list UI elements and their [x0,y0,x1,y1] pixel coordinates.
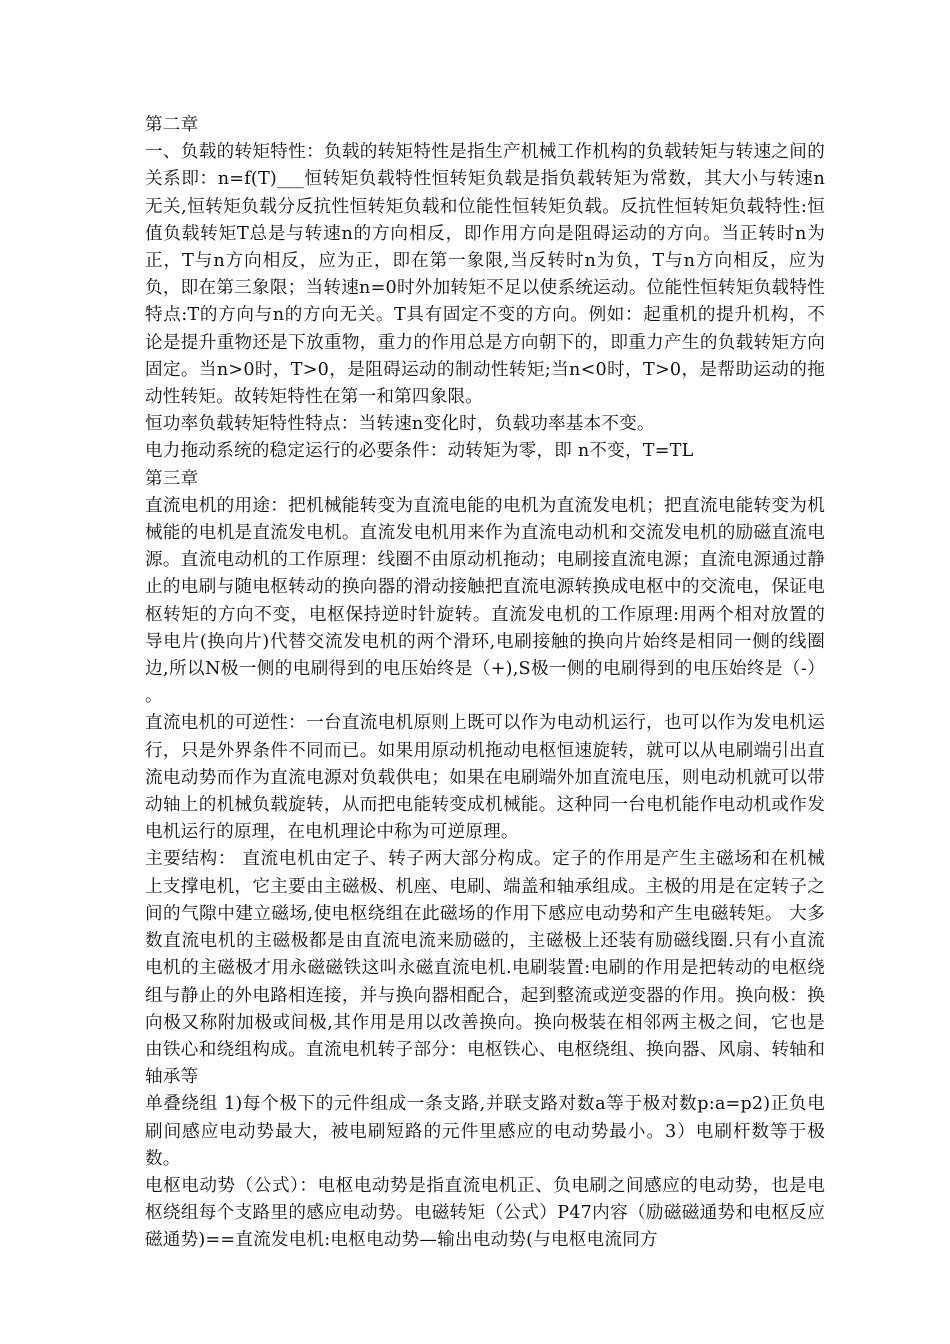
paragraph-dc-machine-use: 直流电机的用途：把机械能转变为直流电能的电机为直流发电机；把直流电能转变为机械能的电机是直流发电机。直流发电机用来作为直流电动机和交流发电机的励磁直流电源。直流电动机的工作原理：线圈不由原动机拖动；电刷接直流电源；直流电源通过静止的电刷与随电枢转动的换向器的滑动接触把直流电源转换成电枢中的交流电，保证电枢转矩的方向不变，电枢保持逆时针旋转。直流发电机的工作原理:用两个相对放置的导电片(换向片)代替交流发电机的两个滑环,电刷接触的换向片始终是相同一侧的线圈边,所以N极一侧的电刷得到的电压始终是（+),S极一侧的电刷得到的电压始终是（-） 。 [145,495,825,707]
paragraph-structure: 主要结构： 直流电机由定子、转子两大部分构成。定子的作用是产生主磁场和在机械上支撑电机，它主要由主磁极、机座、电刷、端盖和轴承组成。主极的用是在定转子之间的气隙中建立磁场,使电枢绕组在此磁场的作用下感应电动势和产生电磁转矩。 大多数直流电机的主磁极都是由直流电流来励磁的，主磁极上还装有励磁线圈.只有小直流电机的主磁极才用永磁磁铁这叫永磁直流电机.电刷装置:电刷的作用是把转动的电枢绕组与静止的外电路相连接，并与换向器相配合，起到整流或逆变器的作用。换向极：换向极又称附加极或间极,其作用是用以改善换向。换向极装在相邻两主极之间，它也是由铁心和绕组构成。直流电机转子部分：电枢铁心、电枢绕组、换向器、风扇、转轴和轴承等 [145,849,825,1088]
document-page [145,112,825,1255]
paragraph-load-torque: 一、负载的转矩特性：负载的转矩特性是指生产机械工作机构的负载转矩与转速之间的关系即：n=f(T)___恒转矩负载特性恒转矩负载是指负载转矩为常数，其大小与转速n无关,恒转矩负载分反抗性恒转矩负载和位能性恒转矩负载。反抗性恒转矩负载特性:恒值负载转矩T总是与转速n的方向相反，即作用方向是阻碍运动的方向。当正转时n为正，T与n方向相反，应为正，即在第一象限,当反转时n为负，T与n方向相反，应为负，即在第三象限；当转速n=0时外加转矩不足以使系统运动。位能性恒转矩负载特性 特点:T的方向与n的方向无关。T具有固定不变的方向。例如：起重机的提升机构，不论是提升重物还是下放重物，重力的作用总是方向朝下的，即重力产生的负载转矩方向固定。当n>0时，T>0，是阻碍运动的制动性转矩;当n<0时，T>0，是帮助运动的拖动性转矩。故转矩特性在第一和第四象限。 [145,142,825,408]
paragraph-reversibility: 直流电机的可逆性：一台直流电机原则上既可以作为电动机运行，也可以作为发电机运行，只是外界条件不同而已。如果用原动机拖动电枢恒速旋转，就可以从电刷端引出直流电动势而作为直流电源对负载供电；如果在电刷端外加直流电压，则电动机就可以带动轴上的机械负载旋转，从而把电能转变成机械能。这种同一台电机能作电动机或作发电机运行的原理，在电机理论中称为可逆原理。 [145,713,825,843]
paragraph-lap-winding: 单叠绕组 1)每个极下的元件组成一条支路,并联支路对数a等于极对数p:a=p2)正负电刷间感应电动势最大，被电刷短路的元件里感应的电动势最小。3）电刷杆数等于极数。 [145,1094,825,1169]
chapter-3-heading: 第三章 [145,468,199,489]
paragraph-constant-power: 恒功率负载转矩特性特点：当转速n变化时，负载功率基本不变。 [145,414,655,435]
paragraph-emf: 电枢电动势（公式）：电枢电动势是指直流电机正、负电刷之间感应的电动势，也是电枢绕组每个支路里的感应电动势。电磁转矩（公式）P47内容（励磁磁通势和电枢反应磁通势)==直流发电机:电枢电动势—输出电动势(与电枢电流同方 [145,1175,825,1251]
paragraph-stability: 电力拖动系统的稳定运行的必要条件：动转矩为零，即 n不变，T=TL [145,441,694,462]
chapter-2-heading: 第二章 [145,115,199,135]
